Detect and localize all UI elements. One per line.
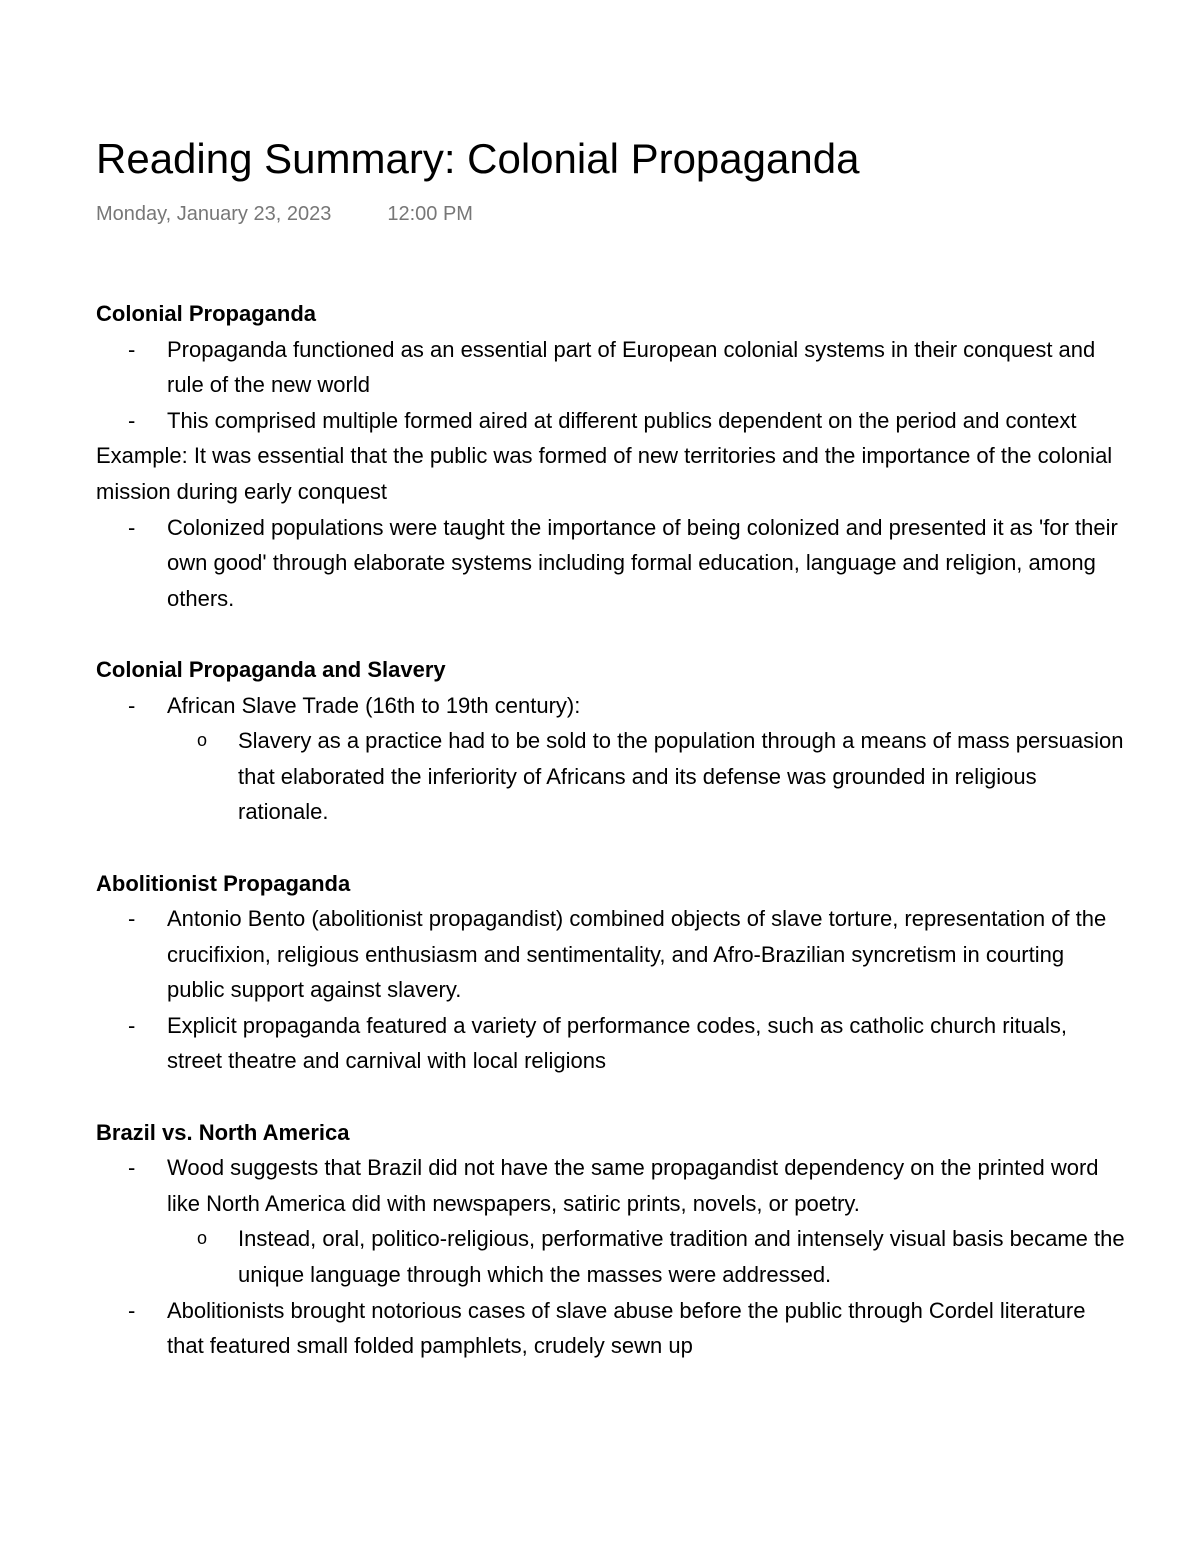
section-brazil-vs-north-america	[96, 1115, 1126, 1364]
page-time: 12:00 PM	[387, 203, 473, 225]
section-colonial-propaganda	[96, 296, 1126, 616]
dash-bullet-icon: -	[128, 514, 136, 540]
list-item	[96, 1008, 1126, 1079]
sub-list-item-text: Slavery as a practice had to be sold to the population through a means of mass persuasion that elaborated the inferiority of Africans and its defense was grounded in religious rationale.	[238, 728, 1124, 825]
list-item	[96, 403, 1126, 439]
bullet-list	[96, 332, 1126, 439]
section-abolitionist-propaganda	[96, 866, 1126, 1080]
dash-bullet-icon: -	[128, 1297, 136, 1323]
sub-list-item	[167, 1221, 1126, 1292]
list-item-text: Explicit propaganda featured a variety of performance codes, such as catholic church rituals, street theatre and carnival with local religions	[167, 1012, 1068, 1074]
sub-bullet-list	[167, 1221, 1126, 1292]
dash-bullet-icon: -	[128, 1155, 136, 1181]
dash-bullet-icon: -	[128, 336, 136, 362]
dash-bullet-icon: -	[128, 692, 136, 718]
circle-bullet-icon: o	[197, 730, 208, 751]
list-item-text: This comprised multiple formed aired at different publics dependent on the period and context	[167, 407, 1077, 433]
sub-list-item-text: Instead, oral, politico-religious, performative tradition and intensely visual basis became the unique language through which the masses were addressed.	[238, 1226, 1125, 1288]
list-item-text: Abolitionists brought notorious cases of slave abuse before the public through Cordel literature that featured small folded pamphlets, crudely sewn up	[167, 1297, 1086, 1359]
dash-bullet-icon: -	[128, 1012, 136, 1038]
list-item	[96, 1150, 1126, 1292]
list-item	[96, 1293, 1126, 1364]
bullet-list	[96, 1150, 1126, 1364]
dash-bullet-icon: -	[128, 407, 136, 433]
section-colonial-propaganda-and-slavery	[96, 652, 1126, 830]
list-item-text: Antonio Bento (abolitionist propagandist) combined objects of slave torture, representation of the crucifixion, religious enthusiasm and sentimentality, and Afro-Brazilian syncretism in courting public support against slavery.	[167, 906, 1107, 1003]
circle-bullet-icon: o	[197, 1228, 208, 1249]
note-content	[96, 296, 1126, 1432]
bullet-list	[96, 901, 1126, 1079]
list-item-text: Propaganda functioned as an essential part of European colonial systems in their conquest and rule of the new world	[167, 336, 1096, 398]
list-item	[96, 332, 1126, 403]
page-date: Monday, January 23, 2023	[96, 203, 332, 225]
section-heading: Abolitionist Propaganda	[96, 870, 351, 896]
bullet-list	[96, 510, 1126, 617]
list-item-text: Wood suggests that Brazil did not have the same propagandist dependency on the printed word like North America did with newspapers, satiric prints, novels, or poetry.	[167, 1155, 1099, 1216]
dash-bullet-icon: -	[128, 906, 136, 932]
list-item-text: African Slave Trade (16th to 19th century):	[167, 692, 581, 718]
list-item	[96, 510, 1126, 617]
sub-bullet-list	[167, 723, 1126, 830]
list-item	[96, 901, 1126, 1008]
section-heading: Colonial Propaganda	[96, 301, 317, 326]
list-item-text: Colonized populations were taught the importance of being colonized and presented it as 'for their own good' through elaborate systems including formal education, language and religion, among others.	[167, 514, 1118, 611]
section-heading: Brazil vs. North America	[96, 1119, 350, 1145]
example-paragraph: Example: It was essential that the public was formed of new territories and the importance of the colonial mission during early conquest	[96, 443, 1113, 504]
bullet-list	[96, 688, 1126, 830]
page-meta	[96, 200, 473, 228]
list-item	[96, 688, 1126, 830]
page-title: Reading Summary: Colonial Propaganda	[96, 135, 860, 182]
sub-list-item	[167, 723, 1126, 830]
section-heading: Colonial Propaganda and Slavery	[96, 656, 446, 682]
